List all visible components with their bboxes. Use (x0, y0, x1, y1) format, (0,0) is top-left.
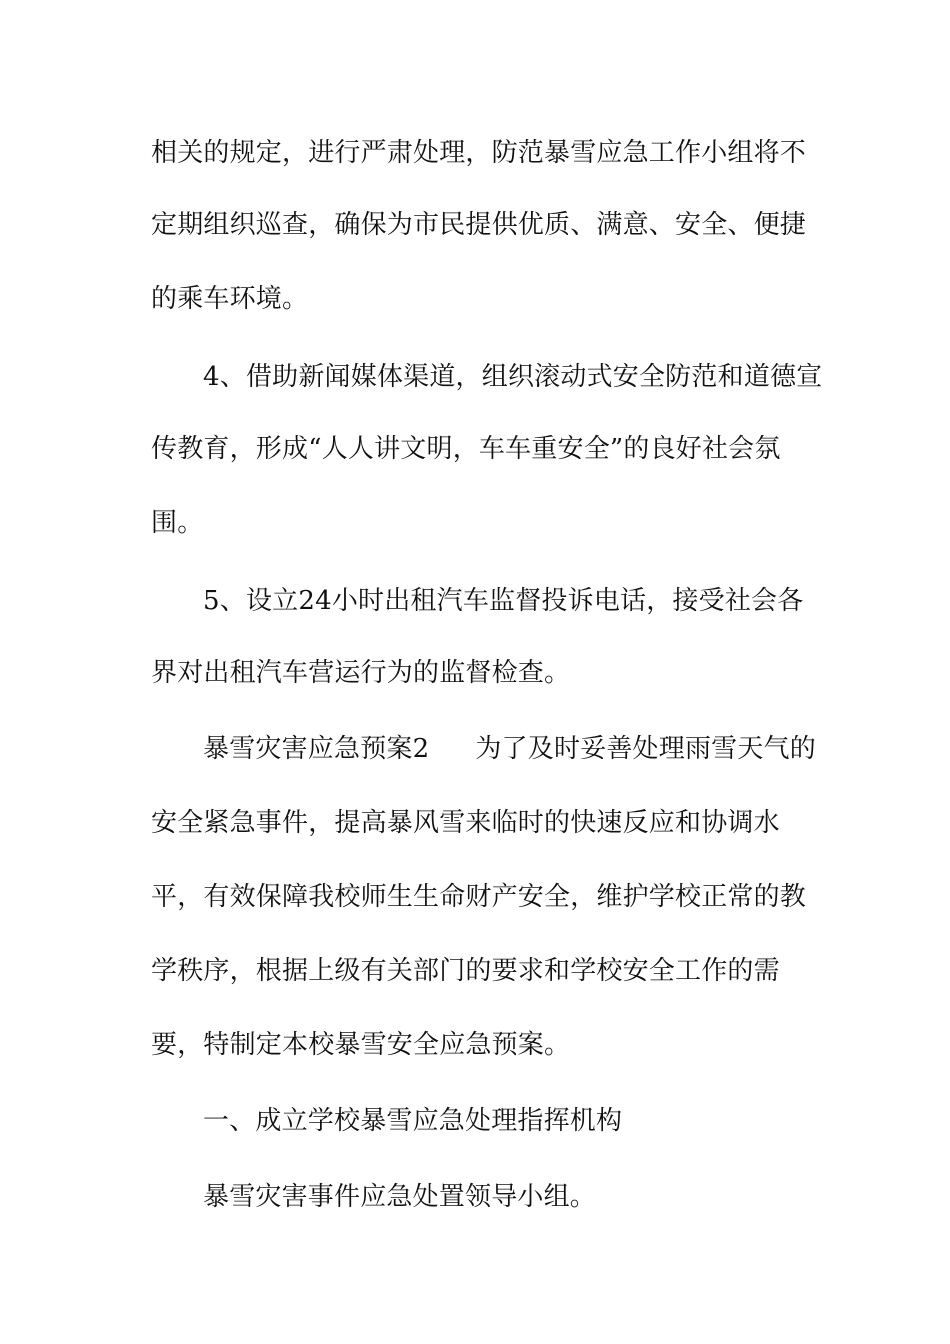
section-heading: 一、成立学校暴雪应急处理指挥机构 (203, 1106, 623, 1136)
text-line: 的乘车环境。 (151, 284, 309, 314)
text-line: 围。 (151, 508, 204, 538)
text-line: 安全紧急事件，提高暴风雪来临时的快速反应和协调水 (151, 808, 780, 838)
paragraph-text: 为了及时妥善处理雨雪天气的 (475, 734, 816, 764)
section-heading-line (203, 734, 816, 764)
text-line: 传教育，形成“人人讲文明，车车重安全”的良好社会氛 (151, 434, 781, 464)
text-line: 界对出租汽车营运行为的监督检查。 (151, 658, 571, 688)
text-line: 平，有效保障我校师生生命财产安全，维护学校正常的教 (151, 882, 807, 912)
text-line: 相关的规定，进行严肃处理，防范暴雪应急工作小组将不 (151, 138, 807, 168)
paragraph-start-line: 暴雪灾害事件应急处置领导小组。 (203, 1182, 597, 1212)
paragraph-start-line: 5、设立24小时出租汽车监督投诉电话，接受社会各 (203, 586, 804, 616)
text-line: 要，特制定本校暴雪安全应急预案。 (151, 1030, 571, 1060)
text-line: 学秩序，根据上级有关部门的要求和学校安全工作的需 (151, 956, 780, 986)
paragraph-start-line: 4、借助新闻媒体渠道，组织滚动式安全防范和道德宣 (203, 362, 823, 392)
plan-title: 暴雪灾害应急预案2 (203, 734, 430, 764)
text-line: 定期组织巡查，确保为市民提供优质、满意、安全、便捷 (151, 210, 807, 240)
